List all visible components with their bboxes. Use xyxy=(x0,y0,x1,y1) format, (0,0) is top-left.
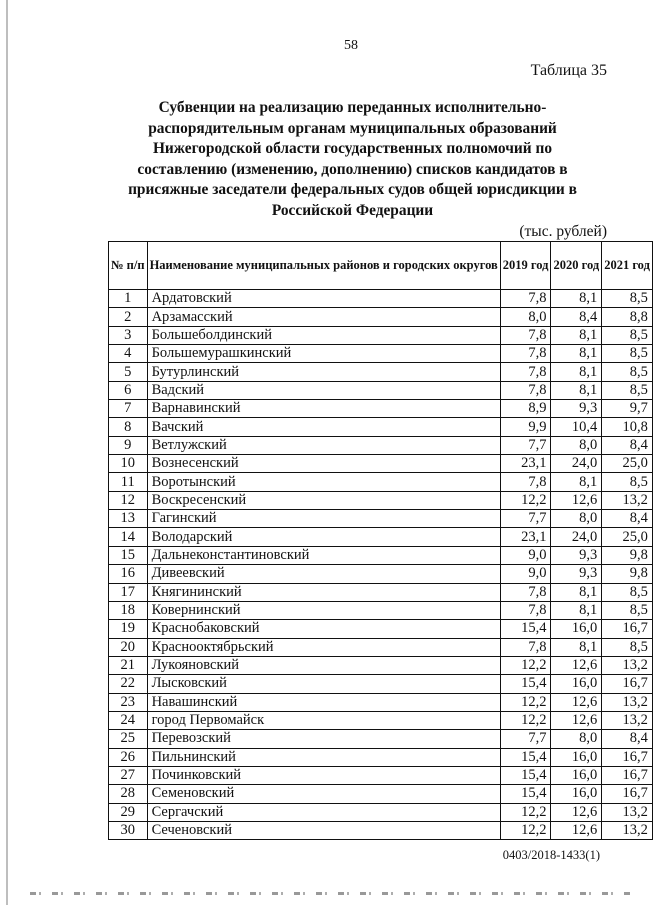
district-name: Володарский xyxy=(147,528,500,546)
value-2020: 12,6 xyxy=(551,821,602,839)
row-number: 5 xyxy=(109,363,148,381)
table-label: Таблица 35 xyxy=(530,62,607,79)
row-number: 17 xyxy=(109,583,148,601)
district-name: город Первомайск xyxy=(147,711,500,729)
table-row xyxy=(109,565,653,583)
value-2019: 7,8 xyxy=(500,363,551,381)
table-row xyxy=(109,345,653,363)
value-2021: 25,0 xyxy=(602,455,653,473)
table-row xyxy=(109,620,653,638)
district-name: Большемурашкинский xyxy=(147,345,500,363)
value-2020: 8,1 xyxy=(551,363,602,381)
value-2019: 7,7 xyxy=(500,510,551,528)
value-2021: 8,5 xyxy=(602,473,653,491)
table-body xyxy=(109,290,653,840)
header-name: Наименование муниципальных районов и городских округов xyxy=(147,242,500,290)
district-name: Лукояновский xyxy=(147,656,500,674)
value-2020: 8,1 xyxy=(551,638,602,656)
row-number: 20 xyxy=(109,638,148,656)
value-2020: 8,1 xyxy=(551,345,602,363)
table-row xyxy=(109,675,653,693)
value-2021: 16,7 xyxy=(602,785,653,803)
value-2021: 9,7 xyxy=(602,400,653,418)
value-2021: 8,5 xyxy=(602,381,653,399)
table-row xyxy=(109,400,653,418)
row-number: 7 xyxy=(109,400,148,418)
row-number: 19 xyxy=(109,620,148,638)
title-line: составлению (изменению, дополнению) списков кандидатов в xyxy=(137,160,568,178)
value-2020: 8,1 xyxy=(551,290,602,308)
value-2019: 15,4 xyxy=(500,620,551,638)
district-name: Ковернинский xyxy=(147,601,500,619)
value-2019: 7,7 xyxy=(500,730,551,748)
value-2021: 8,5 xyxy=(602,345,653,363)
value-2021: 16,7 xyxy=(602,675,653,693)
value-2020: 24,0 xyxy=(551,455,602,473)
row-number: 13 xyxy=(109,510,148,528)
value-2019: 12,2 xyxy=(500,711,551,729)
value-2019: 23,1 xyxy=(500,455,551,473)
district-name: Семеновский xyxy=(147,785,500,803)
value-2019: 7,8 xyxy=(500,381,551,399)
value-2020: 12,6 xyxy=(551,803,602,821)
row-number: 18 xyxy=(109,601,148,619)
row-number: 10 xyxy=(109,455,148,473)
value-2020: 12,6 xyxy=(551,693,602,711)
value-2021: 8,5 xyxy=(602,601,653,619)
row-number: 26 xyxy=(109,748,148,766)
value-2019: 15,4 xyxy=(500,785,551,803)
value-2020: 16,0 xyxy=(551,785,602,803)
title-line: присяжные заседатели федеральных судов общей юрисдикции в xyxy=(128,181,577,198)
value-2019: 12,2 xyxy=(500,491,551,509)
value-2021: 16,7 xyxy=(602,766,653,784)
row-number: 22 xyxy=(109,675,148,693)
table-row xyxy=(109,730,653,748)
value-2019: 7,8 xyxy=(500,638,551,656)
table-row xyxy=(109,785,653,803)
district-name: Вознесенский xyxy=(147,455,500,473)
row-number: 15 xyxy=(109,546,148,564)
page-number: 58 xyxy=(344,38,358,53)
value-2019: 12,2 xyxy=(500,656,551,674)
district-name: Сеченовский xyxy=(147,821,500,839)
district-name: Арзамасский xyxy=(147,308,500,326)
row-number: 2 xyxy=(109,308,148,326)
value-2021: 8,5 xyxy=(602,363,653,381)
district-name: Княгининский xyxy=(147,583,500,601)
row-number: 1 xyxy=(109,290,148,308)
table-row xyxy=(109,455,653,473)
value-2021: 13,2 xyxy=(602,821,653,839)
unit-note: (тыс. рублей) xyxy=(519,223,607,240)
value-2021: 13,2 xyxy=(602,711,653,729)
document-code: 0403/2018-1433(1) xyxy=(502,848,600,862)
value-2020: 8,1 xyxy=(551,601,602,619)
scan-edge-line xyxy=(6,0,8,905)
value-2019: 8,9 xyxy=(500,400,551,418)
district-name: Воротынский xyxy=(147,473,500,491)
district-name: Большеболдинский xyxy=(147,326,500,344)
value-2020: 8,4 xyxy=(551,308,602,326)
district-name: Краснобаковский xyxy=(147,620,500,638)
district-name: Перевозский xyxy=(147,730,500,748)
value-2020: 9,3 xyxy=(551,400,602,418)
row-number: 23 xyxy=(109,693,148,711)
header-2021: 2021 год xyxy=(602,242,653,290)
value-2021: 9,8 xyxy=(602,546,653,564)
value-2019: 15,4 xyxy=(500,675,551,693)
table-header-row xyxy=(109,242,653,290)
title-line: распорядительным органам муниципальных образований xyxy=(148,119,557,137)
district-name: Воскресенский xyxy=(147,491,500,509)
value-2019: 15,4 xyxy=(500,748,551,766)
title-line: Нижегородской области государственных полномочий по xyxy=(152,140,553,157)
title-line: Субвенции на реализацию переданных исполнительно- xyxy=(158,99,547,116)
value-2019: 7,8 xyxy=(500,583,551,601)
district-name: Дальнеконстантиновский xyxy=(147,546,500,564)
table-row xyxy=(109,748,653,766)
scan-artifact-line xyxy=(30,892,630,895)
value-2021: 8,4 xyxy=(602,730,653,748)
subvention-table xyxy=(108,241,653,840)
district-name: Починковский xyxy=(147,766,500,784)
table-row xyxy=(109,290,653,308)
table-row xyxy=(109,821,653,839)
table-row xyxy=(109,766,653,784)
district-name: Лысковский xyxy=(147,675,500,693)
value-2020: 16,0 xyxy=(551,675,602,693)
value-2020: 8,1 xyxy=(551,583,602,601)
value-2019: 7,7 xyxy=(500,436,551,454)
value-2020: 12,6 xyxy=(551,711,602,729)
value-2021: 25,0 xyxy=(602,528,653,546)
row-number: 9 xyxy=(109,436,148,454)
value-2021: 10,8 xyxy=(602,418,653,436)
table-row xyxy=(109,656,653,674)
row-number: 4 xyxy=(109,345,148,363)
value-2021: 16,7 xyxy=(602,620,653,638)
value-2019: 12,2 xyxy=(500,803,551,821)
district-name: Сергачский xyxy=(147,803,500,821)
row-number: 25 xyxy=(109,730,148,748)
table-row xyxy=(109,693,653,711)
value-2019: 9,0 xyxy=(500,546,551,564)
value-2020: 8,1 xyxy=(551,473,602,491)
row-number: 3 xyxy=(109,326,148,344)
row-number: 30 xyxy=(109,821,148,839)
table-row xyxy=(109,711,653,729)
value-2020: 10,4 xyxy=(551,418,602,436)
table-row xyxy=(109,473,653,491)
value-2019: 8,0 xyxy=(500,308,551,326)
table-row xyxy=(109,436,653,454)
value-2020: 8,0 xyxy=(551,730,602,748)
table-row xyxy=(109,308,653,326)
value-2020: 8,1 xyxy=(551,381,602,399)
table-row xyxy=(109,546,653,564)
table-row xyxy=(109,418,653,436)
value-2020: 12,6 xyxy=(551,491,602,509)
district-name: Вадский xyxy=(147,381,500,399)
table-row xyxy=(109,491,653,509)
value-2021: 8,4 xyxy=(602,510,653,528)
table-row xyxy=(109,381,653,399)
value-2019: 7,8 xyxy=(500,290,551,308)
value-2020: 8,1 xyxy=(551,326,602,344)
value-2020: 8,0 xyxy=(551,510,602,528)
value-2020: 9,3 xyxy=(551,565,602,583)
value-2020: 12,6 xyxy=(551,656,602,674)
value-2019: 12,2 xyxy=(500,821,551,839)
value-2019: 23,1 xyxy=(500,528,551,546)
value-2020: 9,3 xyxy=(551,546,602,564)
value-2021: 8,8 xyxy=(602,308,653,326)
value-2021: 9,8 xyxy=(602,565,653,583)
value-2020: 16,0 xyxy=(551,766,602,784)
table-row xyxy=(109,326,653,344)
district-name: Варнавинский xyxy=(147,400,500,418)
value-2019: 9,0 xyxy=(500,565,551,583)
value-2021: 8,5 xyxy=(602,638,653,656)
value-2021: 13,2 xyxy=(602,656,653,674)
value-2021: 16,7 xyxy=(602,748,653,766)
row-number: 28 xyxy=(109,785,148,803)
row-number: 29 xyxy=(109,803,148,821)
row-number: 27 xyxy=(109,766,148,784)
row-number: 14 xyxy=(109,528,148,546)
district-name: Гагинский xyxy=(147,510,500,528)
value-2021: 13,2 xyxy=(602,491,653,509)
table-row xyxy=(109,363,653,381)
header-num: № п/п xyxy=(109,242,148,290)
value-2021: 8,5 xyxy=(602,583,653,601)
district-name: Ардатовский xyxy=(147,290,500,308)
district-name: Навашинский xyxy=(147,693,500,711)
value-2019: 7,8 xyxy=(500,601,551,619)
table-row xyxy=(109,601,653,619)
value-2019: 7,8 xyxy=(500,326,551,344)
district-name: Ветлужский xyxy=(147,436,500,454)
table-row xyxy=(109,510,653,528)
value-2020: 8,0 xyxy=(551,436,602,454)
row-number: 16 xyxy=(109,565,148,583)
row-number: 12 xyxy=(109,491,148,509)
value-2021: 13,2 xyxy=(602,803,653,821)
value-2021: 8,4 xyxy=(602,436,653,454)
value-2019: 12,2 xyxy=(500,693,551,711)
value-2019: 7,8 xyxy=(500,473,551,491)
title-line: Российской Федерации xyxy=(271,201,434,219)
table-row xyxy=(109,803,653,821)
table-row xyxy=(109,583,653,601)
value-2021: 8,5 xyxy=(602,326,653,344)
table-row xyxy=(109,638,653,656)
district-name: Пильнинский xyxy=(147,748,500,766)
district-name: Дивеевский xyxy=(147,565,500,583)
document-title xyxy=(120,98,585,221)
row-number: 8 xyxy=(109,418,148,436)
row-number: 11 xyxy=(109,473,148,491)
value-2020: 16,0 xyxy=(551,620,602,638)
value-2019: 9,9 xyxy=(500,418,551,436)
district-name: Бутурлинский xyxy=(147,363,500,381)
value-2019: 15,4 xyxy=(500,766,551,784)
district-name: Вачский xyxy=(147,418,500,436)
value-2019: 7,8 xyxy=(500,345,551,363)
district-name: Краснооктябрьский xyxy=(147,638,500,656)
value-2021: 13,2 xyxy=(602,693,653,711)
value-2020: 16,0 xyxy=(551,748,602,766)
value-2021: 8,5 xyxy=(602,290,653,308)
value-2020: 24,0 xyxy=(551,528,602,546)
row-number: 21 xyxy=(109,656,148,674)
header-2019: 2019 год xyxy=(500,242,551,290)
row-number: 24 xyxy=(109,711,148,729)
table-row xyxy=(109,528,653,546)
row-number: 6 xyxy=(109,381,148,399)
header-2020: 2020 год xyxy=(551,242,602,290)
